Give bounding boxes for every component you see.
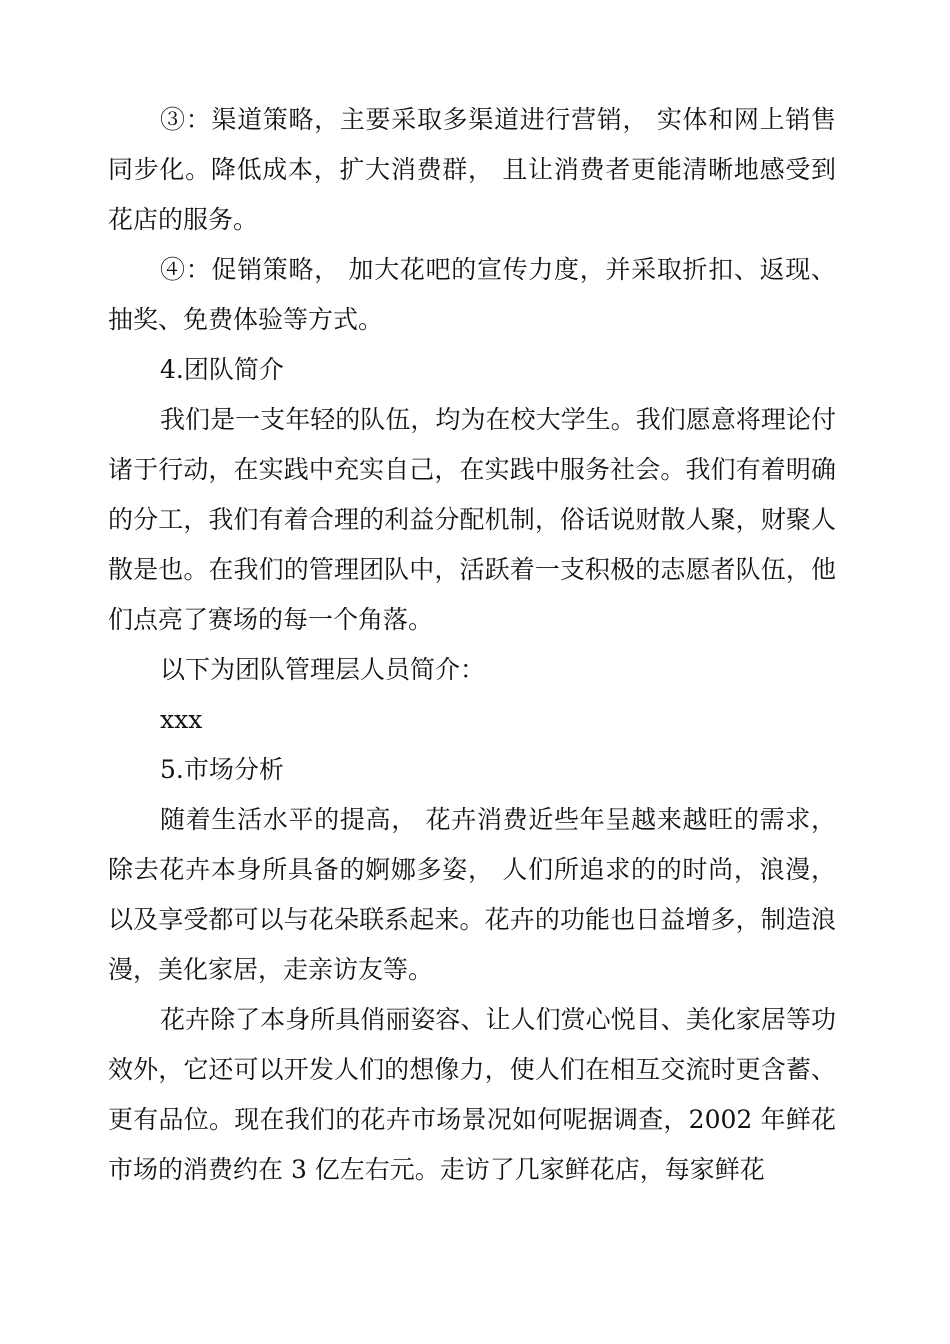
paragraph-management-intro: 以下为团队管理层人员简介：	[160, 655, 486, 684]
section-heading-team-intro: 4.团队简介	[160, 355, 284, 384]
paragraph-market-demand: 随着生活水平的提高， 花卉消费近些年呈越来越旺的需求，除去花卉本身所具备的婀娜多姿， 人们所追求的的时尚，浪漫，以及享受都可以与花朵联系起来。花卉的功能也日益增多，制造浪漫，美化家居，走亲访友等。	[108, 805, 836, 984]
paragraph-flower-functions: 花卉除了本身所具俏丽姿容、让人们赏心悦目、美化家居等功效外，它还可以开发人们的想像力，使人们在相互交流时更含蓄、更有品位。现在我们的花卉市场景况如何呢据调查，2002 年鲜花市场的消费约在 3 亿左右元。走访了几家鲜花店，每家鲜花	[108, 1005, 836, 1184]
section-heading-market-analysis: 5.市场分析	[160, 755, 284, 784]
paragraph-promotion-strategy: ④：促销策略， 加大花吧的宣传力度，并采取折扣、返现、抽奖、免费体验等方式。	[108, 255, 836, 334]
paragraph-team-description: 我们是一支年轻的队伍，均为在校大学生。我们愿意将理论付诸于行动，在实践中充实自己，在实践中服务社会。我们有着明确的分工，我们有着合理的利益分配机制，俗话说财散人聚，财聚人散是也。在我们的管理团队中，活跃着一支积极的志愿者队伍，他们点亮了赛场的每一个角落。	[108, 405, 836, 634]
paragraph-placeholder-names: xxx	[160, 705, 203, 734]
paragraph-channel-strategy: ③：渠道策略，主要采取多渠道进行营销， 实体和网上销售同步化。降低成本，扩大消费群， 且让消费者更能清晰地感受到花店的服务。	[108, 105, 836, 234]
document-page	[108, 95, 836, 1195]
